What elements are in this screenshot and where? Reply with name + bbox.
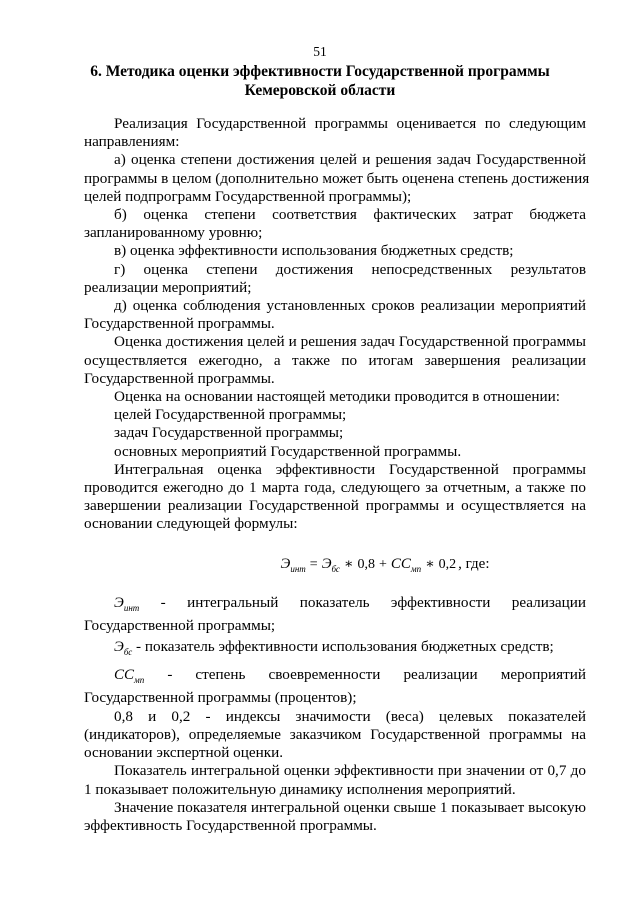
text-line: Реализация Государственной программы оценивается по следующим <box>114 115 586 132</box>
page-number: 51 <box>313 44 327 59</box>
text-line: Оценка на основании настоящей методики проводится в отношении: <box>114 388 560 406</box>
text-line: Государственной программы; <box>84 616 276 634</box>
list-item-g <box>84 261 586 297</box>
paragraph-high-efficiency <box>84 799 586 835</box>
text-line: а) оценка степени достижения целей и решения задач Государственной <box>114 151 586 169</box>
text-line: в) оценка эффективности использования бюджетных средств; <box>114 242 514 260</box>
formula-coefficient: 0,2 <box>438 556 457 572</box>
text-line: б) оценка степени соответствия фактических затрат бюджета <box>114 206 586 224</box>
text-line: Государственной программы. <box>84 315 275 333</box>
formula-plus: + <box>378 556 387 572</box>
text-line: основании экспертной оценки. <box>84 744 284 762</box>
text-line: проводится ежегодно до 1 марта года, следующего за отчетным, а также по <box>84 479 586 497</box>
formula-term-budget: $Э_{бс}$ <box>321 555 340 574</box>
text-line: завершении реализации Государственной программы и осуществляется на <box>84 497 586 515</box>
text-line: основании следующей формулы: <box>84 515 298 533</box>
document-body <box>84 115 590 835</box>
text-line: (индикаторов), определяемые заказчиком Государственной программы на <box>84 725 586 743</box>
paragraph-integral-assessment <box>84 461 586 534</box>
text-line: д) оценка соблюдения установленных сроков реализации мероприятий <box>114 297 586 315</box>
section-title-line2: Кемеровской области <box>244 82 396 99</box>
list-item-d <box>84 297 586 333</box>
text-line: $Э_{бс}$ - показатель эффективности использования бюджетных средств; <box>114 638 554 658</box>
definition-symbol: $Э_{бс}$ <box>114 639 133 658</box>
formula-term-timeliness: $СС_{мп}$ <box>390 555 422 574</box>
text-line: целей Государственной программы; <box>114 406 347 424</box>
text-line: основных мероприятий Государственной программы. <box>114 442 462 460</box>
text-line: запланированному уровню; <box>84 224 263 242</box>
paragraph-intro <box>84 115 586 151</box>
formula-multiply: ∗ <box>343 556 354 572</box>
text-line: Интегральная оценка эффективности Государственной программы <box>114 460 586 478</box>
text-line: Значение показателя интегральной оценки свыше 1 показывает высокую <box>114 798 586 816</box>
integral-formula <box>184 534 586 594</box>
definition-timeliness <box>84 666 586 707</box>
formula-lhs: $Э_{инт}$ <box>280 555 306 574</box>
section-title-line1: 6. Методика оценки эффективности Государственной программы <box>90 63 550 80</box>
formula-tail: , где: <box>458 555 490 572</box>
text-line: направлениям: <box>84 133 180 151</box>
text-line: осуществляется ежегодно, а также по итогам завершения реализации <box>84 351 586 369</box>
text-line: $СС_{мп}$ - степень своевременности реализации мероприятий <box>114 666 586 686</box>
text-line: 0,8 и 0,2 - индексы значимости (веса) целевых показателей <box>114 707 586 725</box>
formula-multiply: ∗ <box>425 556 435 572</box>
definition-integral <box>84 594 586 635</box>
text-line: Государственной программы. <box>84 369 275 387</box>
list-item-b <box>84 206 586 242</box>
text-line: программы в целом (дополнительно может быть оценена степень достижения <box>84 169 590 187</box>
text-line: эффективность Государственной программы. <box>84 816 377 834</box>
paragraph-assessment-scope <box>84 388 586 461</box>
list-item-a <box>84 151 590 206</box>
definition-budget <box>84 638 586 661</box>
text-line: Государственной программы (процентов); <box>84 689 357 707</box>
text-line: 1 показывает положительную динамику исполнения мероприятий. <box>84 780 516 798</box>
formula-equals: = <box>309 556 318 572</box>
definition-weights <box>84 708 586 763</box>
list-item-v <box>84 242 586 260</box>
text-line: Показатель интегральной оценки эффективности при значении от 0,7 до <box>114 762 586 780</box>
text-line: г) оценка степени достижения непосредственных результатов <box>114 260 586 278</box>
formula-coefficient: 0,8 <box>357 556 375 572</box>
definition-symbol: $Э_{инт}$ <box>114 594 140 613</box>
text-line: $Э_{инт}$ - интегральный показатель эффективности реализации <box>114 593 586 613</box>
definition-symbol: $СС_{мп}$ <box>114 667 145 686</box>
text-line: задач Государственной программы; <box>114 424 344 442</box>
section-title <box>60 62 580 100</box>
text-line: целей подпрограмм Государственной программы); <box>84 187 412 205</box>
paragraph-positive-dynamics <box>84 762 586 798</box>
paragraph-assessment-timing <box>84 333 586 388</box>
text-line: реализации мероприятий; <box>84 278 252 296</box>
text-line: Оценка достижения целей и решения задач Государственной программы <box>114 333 586 351</box>
